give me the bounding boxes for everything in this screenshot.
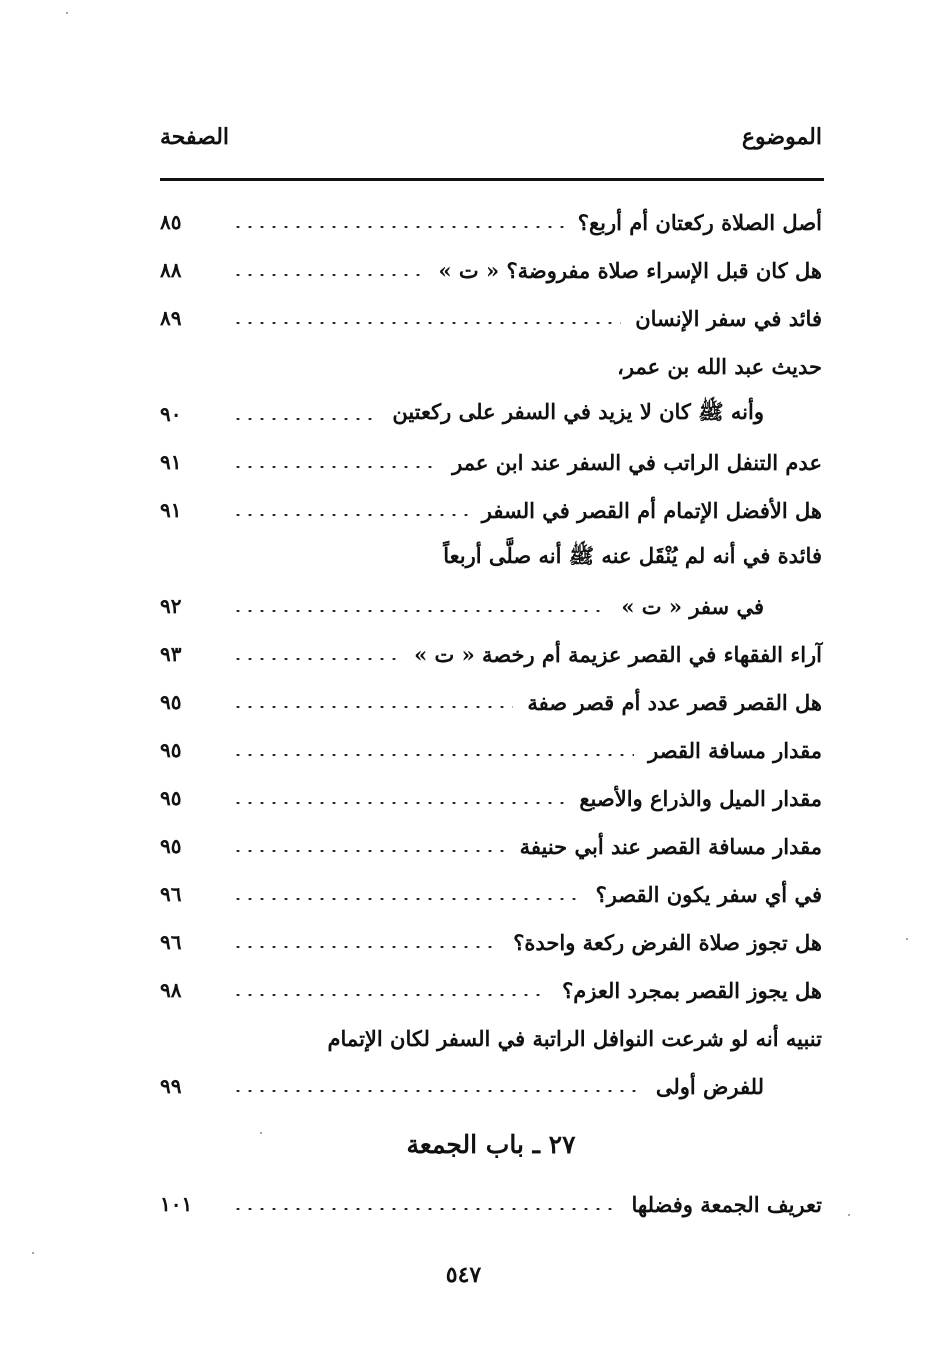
toc-entry-title: تعريف الجمعة وفضلها [631,1191,822,1217]
scan-speck [66,12,68,14]
toc-entry [160,342,822,390]
toc-entry [160,294,822,342]
toc-entry-title: فائدة في أنه لم يُنْقَل عنه ﷺ أنه صلَّى أربعاً [443,542,822,568]
toc-entry-title: عدم التنفل الراتب في السفر عند ابن عمر [452,449,822,475]
toc-entry-page: ٨٥ [160,210,182,234]
dot-leader [232,418,378,420]
page-number: ٥٤٧ [445,1262,482,1288]
toc-entry-title: أصل الصلاة ركعتان أم أربع؟ [577,209,822,235]
dot-leader [232,850,506,852]
toc-entry [160,246,822,294]
dot-leader [232,514,468,516]
toc-entry [160,1062,822,1110]
toc-entry-title: فائد في سفر الإنسان [635,305,822,331]
toc-entry-page: ٩٦ [160,930,182,954]
toc-entry [160,726,822,774]
dot-leader [232,658,400,660]
toc-entry [160,774,822,822]
scan-speck [32,1252,34,1254]
toc-entry-title: هل كان قبل الإسراء صلاة مفروضة؟ « ت » [438,257,822,283]
toc-entry-title: آراء الفقهاء في القصر عزيمة أم رخصة « ت » [414,641,822,667]
toc-entry-title: هل تجوز صلاة الفرض ركعة واحدة؟ [513,929,822,955]
dot-leader [232,274,425,276]
dot-leader [232,226,564,228]
toc-entry-title: في سفر « ت » [621,593,764,619]
toc-entry-title: للفرض أولى [655,1073,764,1099]
toc-entry-title: وأنه ﷺ كان لا يزيد في السفر على ركعتين [392,398,764,424]
toc-entry-page: ١٠١ [160,1192,193,1216]
toc-entry-title: في أي سفر يكون القصر؟ [595,881,822,907]
toc-entry-page: ٩٩ [160,1074,182,1098]
toc-entry-title: هل الأفضل الإتمام أم القصر في السفر [481,497,822,523]
toc-entry [160,918,822,966]
dot-leader [232,466,438,468]
toc-entry-title: تنبيه أنه لو شرعت النوافل الراتبة في السفر لكان الإتمام [327,1025,822,1051]
dot-leader [232,898,582,900]
toc-list [160,198,822,1110]
toc-entry [160,678,822,726]
toc-entry-page: ٨٨ [160,258,182,282]
toc-entry-page: ٩١ [160,450,182,474]
page-column-label: الصفحة [160,124,230,150]
dot-leader [232,994,548,996]
dot-leader [232,610,607,612]
toc-entry-page: ٩٨ [160,978,182,1002]
toc-entry [160,438,822,486]
scan-speck [906,938,908,940]
toc-entry-page: ٩٣ [160,642,182,666]
dot-leader [232,802,565,804]
toc-entry-title: هل القصر قصر عدد أم قصر صفة [527,689,822,715]
toc-entry-page: ٩٦ [160,882,182,906]
toc-entry [160,1014,822,1062]
toc-entry-title: هل يجوز القصر بمجرد العزم؟ [562,977,822,1003]
toc-entry [160,870,822,918]
toc-entry [160,582,822,630]
toc-entry-title: مقدار مسافة القصر عند أبي حنيفة [519,833,822,859]
toc-entry [160,966,822,1014]
toc-entry [160,390,822,438]
topic-column-label: الموضوع [741,124,822,150]
dot-leader [232,706,513,708]
toc-entry-page: ٩٥ [160,690,182,714]
toc-entry-page: ٩٥ [160,786,182,810]
toc-entry [160,198,822,246]
dot-leader [232,322,621,324]
toc-entry [160,822,822,870]
toc-entry-page: ٩٥ [160,834,182,858]
dot-leader [232,754,634,756]
toc-entry-page: ٩٠ [160,402,182,426]
dot-leader [232,1208,617,1210]
dot-leader [232,946,499,948]
toc-header [160,120,822,164]
scan-speck [848,1214,850,1216]
toc-entry [160,630,822,678]
toc-entry-page: ٩٢ [160,594,182,618]
toc-entry [160,1180,822,1228]
scan-speck [260,1132,262,1134]
toc-entry-page: ٨٩ [160,306,182,330]
header-divider [160,178,824,181]
dot-leader [232,1090,642,1092]
toc-entry-title: حديث عبد الله بن عمر، [617,353,822,379]
section-toc-list [160,1180,822,1228]
toc-entry-page: ٩٥ [160,738,182,762]
section-heading: ٢٧ ـ باب الجمعة [406,1130,576,1159]
toc-entry [160,486,822,534]
toc-entry-page: ٩١ [160,498,182,522]
toc-entry-title: مقدار مسافة القصر [648,737,822,763]
toc-entry [160,534,822,582]
toc-entry-title: مقدار الميل والذراع والأصبع [579,785,822,811]
